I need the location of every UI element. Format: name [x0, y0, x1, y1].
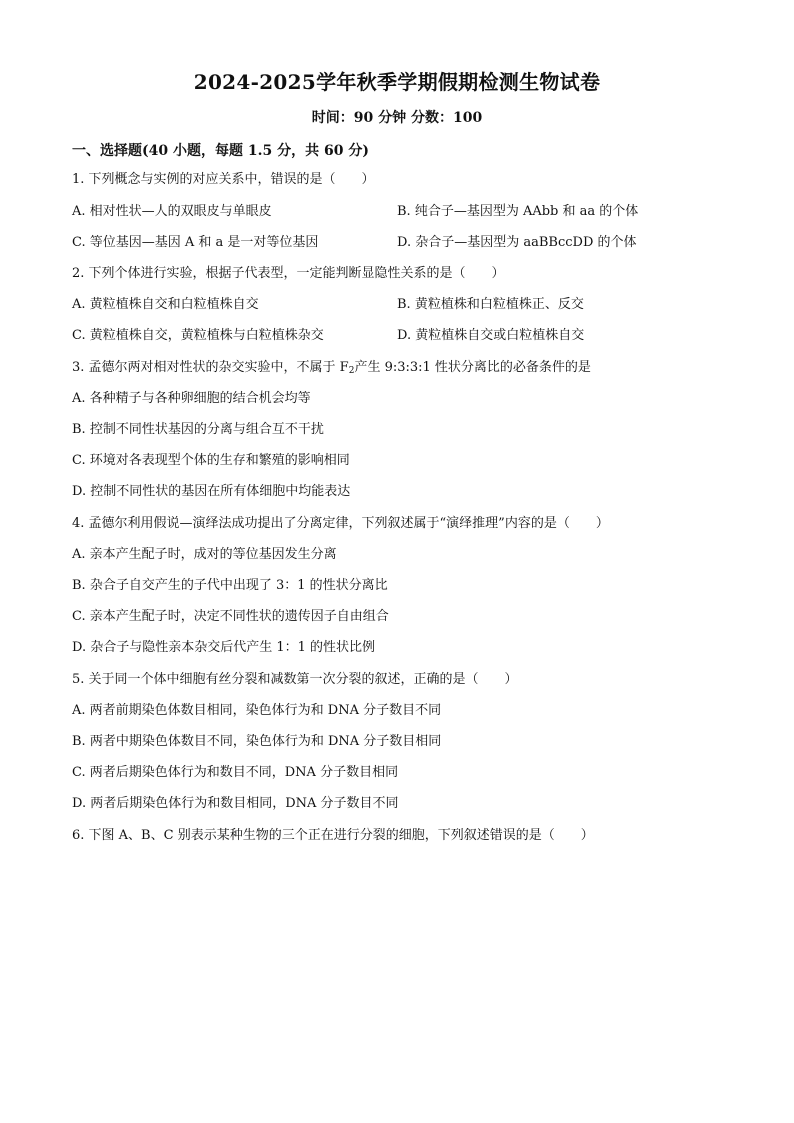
- question-2-option-c: C. 黄粒植株自交，黄粒植株与白粒植株杂交: [72, 328, 324, 343]
- question-4-option-d: D. 杂合子与隐性亲本杂交后代产生 1：1 的性状比例: [72, 640, 376, 655]
- question-3-option-d: D. 控制不同性状的基因在所有体细胞中均能表达: [72, 484, 351, 499]
- section-heading: 一、选择题(40 小题，每题 1.5 分，共 60 分): [72, 143, 369, 159]
- question-2-stem: 2. 下列个体进行实验，根据子代表型，一定能判断显隐性关系的是（ ）: [72, 266, 505, 281]
- question-5-option-c: C. 两者后期染色体行为和数目不同，DNA 分子数目相同: [72, 765, 399, 780]
- question-1-option-b: B. 纯合子—基因型为 AAbb 和 aa 的个体: [397, 204, 639, 219]
- question-3-option-c: C. 环境对各表现型个体的生存和繁殖的影响相同: [72, 453, 350, 468]
- question-3-stem: [72, 359, 591, 380]
- question-4-option-b: B. 杂合子自交产生的子代中出现了 3：1 的性状分离比: [72, 578, 388, 593]
- exam-title: 2024-2025学年秋季学期假期检测生物试卷: [193, 70, 601, 94]
- question-5-stem: 5. 关于同一个体中细胞有丝分裂和减数第一次分裂的叙述，正确的是（ ）: [72, 672, 518, 687]
- question-2-option-d: D. 黄粒植株自交或白粒植株自交: [397, 328, 585, 343]
- question-3-option-b: B. 控制不同性状基因的分离与组合互不干扰: [72, 422, 324, 437]
- question-4-option-a: A. 亲本产生配子时，成对的等位基因发生分离: [72, 547, 337, 562]
- question-4-option-c: C. 亲本产生配子时，决定不同性状的遗传因子自由组合: [72, 609, 389, 624]
- question-1-stem: 1. 下列概念与实例的对应关系中，错误的是（ ）: [72, 172, 375, 187]
- question-2-option-b: B. 黄粒植株和白粒植株正、反交: [397, 297, 584, 312]
- question-5-option-d: D. 两者后期染色体行为和数目相同，DNA 分子数目不同: [72, 796, 399, 811]
- question-5-option-a: A. 两者前期染色体数目相同，染色体行为和 DNA 分子数目不同: [72, 703, 442, 718]
- question-3-stem-post: 产生 9:3:3:1 性状分离比的必备条件的是: [354, 360, 591, 375]
- question-3-option-a: A. 各种精子与各种卵细胞的结合机会均等: [72, 391, 311, 406]
- question-2-option-a: A. 黄粒植株自交和白粒植株自交: [72, 297, 259, 312]
- question-4-stem: 4. 孟德尔利用假说—演绎法成功提出了分离定律，下列叙述属于“演绎推理”内容的是（ ）: [72, 516, 609, 531]
- question-1-option-a: A. 相对性状—人的双眼皮与单眼皮: [72, 204, 272, 219]
- question-1-option-d: D. 杂合子—基因型为 aaBBccDD 的个体: [397, 235, 637, 250]
- question-3-stem-subscript: 2: [348, 366, 355, 376]
- question-1-option-c: C. 等位基因—基因 A 和 a 是一对等位基因: [72, 235, 319, 250]
- question-6-stem: 6. 下图 A、B、C 别表示某种生物的三个正在进行分裂的细胞，下列叙述错误的是（ ）: [72, 828, 594, 843]
- question-3-stem-pre: 3. 孟德尔两对相对性状的杂交实验中，不属于 F: [72, 360, 349, 375]
- exam-time-score: 时间：90 分钟 分数：100: [311, 110, 483, 126]
- question-5-option-b: B. 两者中期染色体数目不同，染色体行为和 DNA 分子数目相同: [72, 734, 442, 749]
